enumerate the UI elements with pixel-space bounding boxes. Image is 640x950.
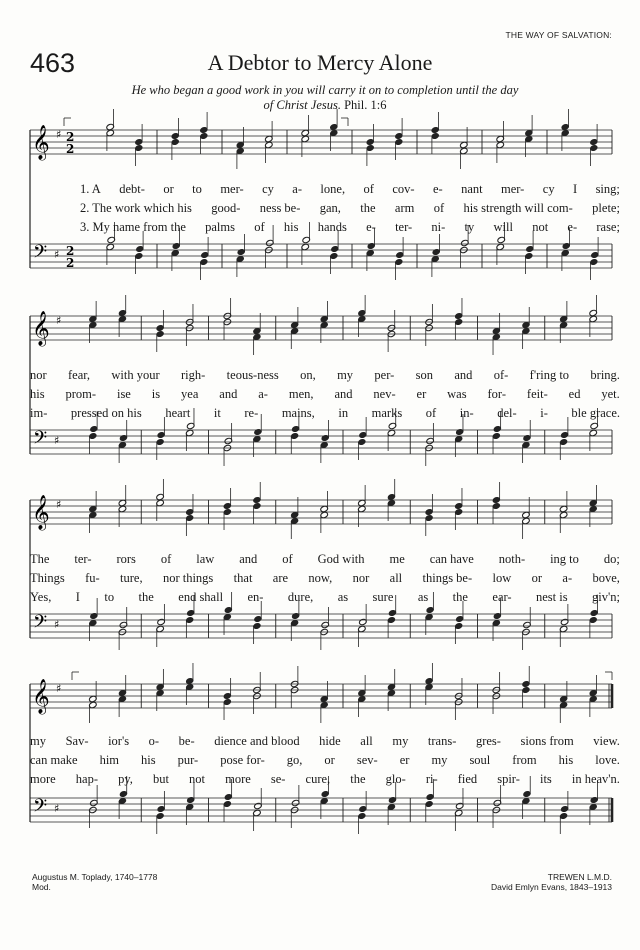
lyric-syllable: in heav'n. (571, 772, 620, 786)
lyric-syllable: gan, (319, 201, 341, 215)
lyric-syllable: or (531, 571, 543, 585)
lyric-syllable: my (337, 368, 354, 382)
lyric-line (30, 180, 620, 199)
lyric-syllable: re- (244, 406, 259, 420)
lyric-syllable: end shall (178, 590, 224, 604)
lyric-syllable: ing to (550, 552, 579, 566)
lyric-syllable: dure, (287, 590, 314, 604)
epigraph-verse-end: of Christ Jesus. (263, 98, 341, 112)
lyric-syllable: law (196, 552, 215, 566)
bass-clef: 𝄢 (33, 612, 48, 637)
lyric-syllable: bove, (592, 571, 620, 585)
lyric-syllable: men, (288, 387, 314, 401)
bass-clef: 𝄢 (33, 242, 48, 267)
lyric-syllable: 3. My name from the (80, 220, 186, 234)
lyric-line (30, 404, 620, 423)
lyric-syllable: nor things (162, 571, 214, 585)
lyric-syllable: Sav- (65, 734, 89, 748)
lyric-syllable: on, (300, 368, 316, 382)
lyric-syllable: hands (317, 220, 347, 234)
lyric-syllable: of (282, 552, 293, 566)
lyric-syllable: marks (371, 406, 403, 420)
lyric-syllable: per- (374, 368, 395, 382)
lyric-syllable: i- (540, 406, 548, 420)
lyrics-system-3 (30, 550, 620, 607)
lyric-syllable: all (360, 734, 373, 748)
lyric-syllable: py, (118, 772, 133, 786)
lyric-syllable: sev- (356, 753, 378, 767)
lyric-syllable: its (539, 772, 552, 786)
lyric-syllable: and (454, 368, 473, 382)
lyric-syllable: dience and blood (214, 734, 300, 748)
lyric-syllable: ty (464, 220, 475, 234)
lyric-syllable: arm (394, 201, 415, 215)
lyric-syllable: of (425, 406, 437, 420)
lyric-syllable: rors (116, 552, 136, 566)
lyric-syllable: him (99, 753, 120, 767)
lyric-syllable: of (254, 220, 265, 234)
treble-clef: 𝄞 (32, 679, 50, 714)
hymn-title: A Debtor to Mercy Alone (207, 50, 433, 75)
lyric-syllable: good- (211, 201, 241, 215)
lyric-syllable: ed (568, 387, 581, 401)
time-signature-digit: 2 (66, 130, 75, 144)
lyric-syllable: rase; (596, 220, 620, 234)
key-signature-sharp: ♯ (56, 682, 62, 695)
lyric-syllable: son (415, 368, 433, 382)
lyric-syllable: fied (457, 772, 478, 786)
lyric-syllable: will (493, 220, 513, 234)
lyric-syllable: ture, (120, 571, 143, 585)
author-note: Mod. (32, 882, 51, 892)
lyric-syllable: my (431, 753, 448, 767)
lyric-syllable: and (334, 387, 353, 401)
time-signature-digit: 2 (66, 244, 75, 258)
key-signature-sharp: ♯ (54, 434, 60, 447)
treble-clef: 𝄞 (32, 125, 50, 160)
lyric-line (30, 199, 620, 218)
lyric-syllable: debt- (119, 182, 145, 196)
lyric-syllable: not (189, 772, 206, 786)
lyric-syllable: more (225, 772, 251, 786)
lyric-syllable: teous-ness (226, 368, 279, 382)
lyric-syllable: ter- (395, 220, 413, 234)
lyric-syllable: mer- (220, 182, 244, 196)
lyric-syllable: as (417, 590, 429, 604)
bass-clef: 𝄢 (33, 428, 48, 453)
lyric-syllable: go, (286, 753, 303, 767)
lyric-syllable: pressed on his (70, 406, 142, 420)
lyric-syllable: that (233, 571, 253, 585)
lyric-syllable: my (392, 734, 409, 748)
lyric-syllable: spir- (497, 772, 520, 786)
epigraph-line-1: He who began a good work in you will carry it on to completion until the day (131, 83, 519, 97)
lyric-syllable: can have (429, 552, 474, 566)
lyric-syllable: do; (603, 552, 620, 566)
lyric-syllable: his (141, 753, 156, 767)
lyric-syllable: and (219, 387, 238, 401)
lyric-syllable: ri- (425, 772, 438, 786)
lyric-syllable: his (558, 753, 574, 767)
footer-credits-right (491, 872, 612, 892)
treble-clef: 𝄞 (32, 495, 50, 530)
hymn-number: 463 (30, 48, 76, 78)
lyric-syllable: heart (165, 406, 191, 420)
lyric-syllable: was (447, 387, 467, 401)
lyric-syllable: not (532, 220, 549, 234)
lyric-syllable: can make (30, 753, 78, 767)
lyric-syllable: to (192, 182, 202, 196)
key-signature-sharp: ♯ (56, 498, 62, 511)
lyric-syllable: of (363, 182, 374, 196)
lyric-syllable: I (572, 182, 578, 196)
lyric-syllable: noth- (498, 552, 526, 566)
lyric-syllable: love. (595, 753, 620, 767)
lyric-syllable: pose for- (220, 753, 265, 767)
lyric-syllable: fu- (85, 571, 100, 585)
lyric-syllable: en- (247, 590, 264, 604)
lyric-line (30, 366, 620, 385)
lyric-syllable: nor (30, 368, 47, 382)
lyric-syllable: sure (372, 590, 394, 604)
lyric-syllable: er (416, 387, 427, 401)
lyric-syllable: God with (317, 552, 365, 566)
lyrics-system-4 (30, 732, 620, 789)
lyric-syllable: im- (30, 406, 48, 420)
lyric-syllable: mains, (281, 406, 315, 420)
lyric-syllable: e- (567, 220, 578, 234)
lyric-syllable: his strength will com- (463, 201, 573, 215)
lyric-syllable: er (399, 753, 410, 767)
lyric-syllable: the (360, 201, 376, 215)
lyric-syllable: giv'n; (592, 590, 620, 604)
key-signature-sharp: ♯ (54, 618, 60, 631)
lyric-syllable: his (30, 387, 45, 401)
lyric-syllable: it (213, 406, 221, 420)
lyric-syllable: a- (562, 571, 573, 585)
author-credit: Augustus M. Toplady, 1740–1778 (32, 872, 158, 882)
lyric-syllable: my (30, 734, 46, 748)
lyric-syllable: all (389, 571, 403, 585)
lyric-syllable: ear- (492, 590, 512, 604)
lyric-syllable: ni- (431, 220, 446, 234)
lyric-syllable: 2. The work which his (80, 201, 192, 215)
lyric-line (30, 588, 620, 607)
lyric-line (30, 550, 620, 569)
treble-clef: 𝄞 (32, 311, 50, 346)
lyric-syllable: as (337, 590, 349, 604)
footer-credits-left (32, 872, 157, 892)
lyrics-system-2 (30, 366, 620, 423)
lyric-syllable: are (272, 571, 289, 585)
lyric-syllable: nor (352, 571, 370, 585)
lyric-syllable: or (163, 182, 174, 196)
lyric-syllable: more (30, 772, 56, 786)
key-signature-sharp: ♯ (54, 248, 60, 261)
lyric-syllable: f'ring to (529, 368, 570, 382)
lyric-syllable: of (433, 201, 445, 215)
lyric-syllable: be- (178, 734, 195, 748)
key-signature-sharp: ♯ (56, 128, 62, 141)
tune-name: TREWEN L.M.D. (547, 872, 612, 882)
lyric-syllable: ness be- (259, 201, 301, 215)
lyric-syllable: nant (461, 182, 483, 196)
lyric-syllable: the (350, 772, 366, 786)
lyric-syllable: o- (148, 734, 160, 748)
lyric-syllable: Yes, (30, 590, 52, 604)
lyric-syllable: in (338, 406, 349, 420)
lyric-syllable: but (152, 772, 169, 786)
lyric-syllable: view. (593, 734, 620, 748)
lyric-syllable: the (138, 590, 154, 604)
lyric-syllable: ble grace. (571, 406, 620, 420)
lyric-syllable: or (324, 753, 335, 767)
lyric-syllable: is (151, 387, 161, 401)
lyric-line (30, 751, 620, 770)
lyric-syllable: cy (262, 182, 274, 196)
time-signature-digit: 2 (66, 142, 75, 156)
lyric-line (30, 218, 620, 237)
lyric-syllable: cure, (305, 772, 331, 786)
lyric-syllable: bring. (590, 368, 620, 382)
lyric-line (30, 569, 620, 588)
lyric-syllable: for- (487, 387, 507, 401)
lyric-syllable: prom- (65, 387, 97, 401)
lyric-syllable: hide (319, 734, 341, 748)
lyric-syllable: the (452, 590, 468, 604)
lyric-syllable: glo- (385, 772, 406, 786)
lyric-syllable: a- (292, 182, 303, 196)
lyric-syllable: palms (205, 220, 235, 234)
lyric-syllable: plete; (592, 201, 620, 215)
lyric-syllable: pur- (177, 753, 199, 767)
lyric-syllable: from (512, 753, 537, 767)
lyric-syllable: nest is (536, 590, 568, 604)
lyric-syllable: low (492, 571, 512, 585)
lyric-syllable: se- (270, 772, 286, 786)
lyric-syllable: Things (30, 571, 65, 585)
lyric-syllable: ise (116, 387, 131, 401)
epigraph-reference: Phil. 1:6 (344, 98, 387, 112)
lyric-syllable: of- (493, 368, 509, 382)
section-label: THE WAY OF SALVATION: (505, 30, 612, 40)
lyric-syllable: sing; (595, 182, 620, 196)
composer-credit: David Emlyn Evans, 1843–1913 (491, 882, 612, 892)
lyric-syllable: I (75, 590, 80, 604)
lyric-line (30, 385, 620, 404)
time-signature-digit: 2 (66, 256, 75, 270)
key-signature-sharp: ♯ (56, 314, 62, 327)
lyric-syllable: his (283, 220, 299, 234)
lyric-syllable: in- (459, 406, 474, 420)
lyric-syllable: feit- (526, 387, 548, 401)
lyric-syllable: e- (366, 220, 376, 234)
lyric-syllable: of (160, 552, 172, 566)
lyric-syllable: ter- (74, 552, 92, 566)
lyrics-system-1 (30, 180, 620, 237)
lyric-syllable: yea (181, 387, 199, 401)
lyric-syllable: sions from (520, 734, 574, 748)
lyric-syllable: and (239, 552, 258, 566)
key-signature-sharp: ♯ (54, 802, 60, 815)
lyric-syllable: e- (432, 182, 443, 196)
lyric-syllable: lone, (320, 182, 346, 196)
lyric-syllable: righ- (181, 368, 206, 382)
lyric-syllable: soul (469, 753, 491, 767)
lyric-syllable: with your (111, 368, 160, 382)
lyric-syllable: fear, (68, 368, 91, 382)
lyric-syllable: me (389, 552, 405, 566)
lyric-syllable: The (30, 552, 50, 566)
lyric-syllable: trans- (427, 734, 457, 748)
lyric-syllable: gres- (475, 734, 501, 748)
lyric-syllable: yet. (601, 387, 620, 401)
lyric-syllable: hap- (75, 772, 98, 786)
lyric-syllable: cov- (392, 182, 415, 196)
lyric-syllable: nev- (373, 387, 396, 401)
lyric-syllable: ior's (108, 734, 130, 748)
lyric-syllable: cy (542, 182, 555, 196)
lyric-syllable: mer- (501, 182, 525, 196)
lyric-syllable: now, (308, 571, 333, 585)
lyric-syllable: a- (258, 387, 268, 401)
bass-clef: 𝄢 (33, 796, 48, 821)
lyric-syllable: 1. A (80, 182, 101, 196)
lyric-syllable: things be- (422, 571, 473, 585)
lyric-syllable: del- (497, 406, 517, 420)
lyric-syllable: to (104, 590, 115, 604)
lyric-line (30, 732, 620, 751)
lyric-line (30, 770, 620, 789)
